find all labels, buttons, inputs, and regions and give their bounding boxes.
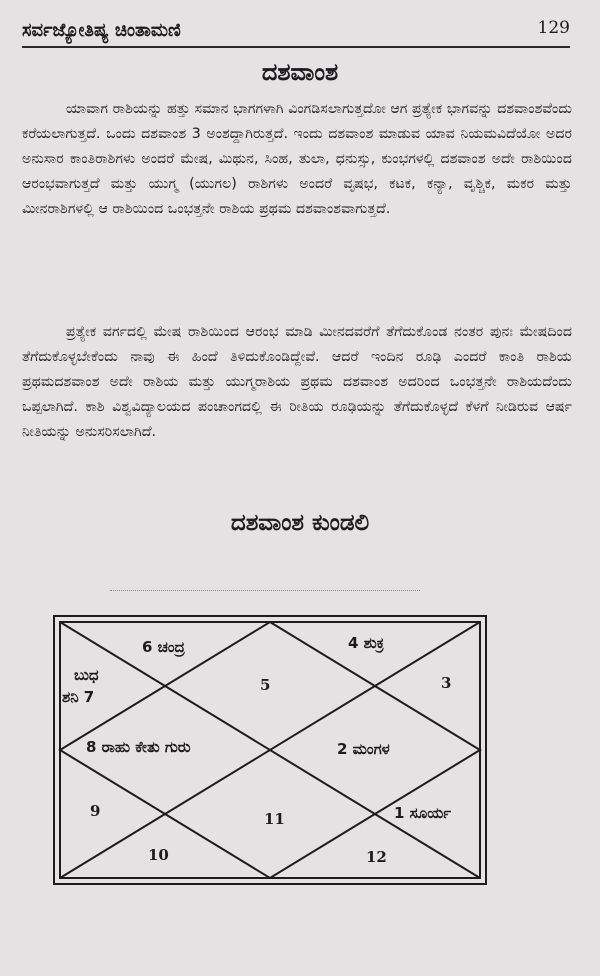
- page-header: [22, 16, 570, 46]
- house-1-label: 1 ಸೂರ್ಯ: [394, 804, 452, 822]
- house-12-label: 12: [366, 848, 387, 866]
- house-6-label: 6 ಚಂದ್ರ: [142, 638, 185, 656]
- house-7-label-top: ಬುಧ: [74, 666, 99, 684]
- dashavamsha-chart: [52, 614, 488, 886]
- paragraph-1: ಯಾವಾಗ ರಾಶಿಯನ್ನು ಹತ್ತು ಸಮಾನ ಭಾಗಗಳಾಗಿ ವಿಂಗಡಿಸಲಾಗುತ್ತದೋ ಆಗ ಪ್ರತ್ಯೇಕ ಭಾಗವನ್ನು ದಶವಾಂಶವೆಂದು ಕರೆಯಲಾಗುತ್ತದೆ. ಒಂದು ದಶವಾಂಶ 3 ಅಂಶದ್ದಾಗಿರುತ್ತದೆ. ಇಂದು ದಶವಾಂಶ ಮಾಡುವ ಯಾವ ನಿಯಮವಿದೆಯೋ ಅದರ ಅನುಸಾರ ಕಾಂತಿರಾಶಿಗಳು ಅಂದರೆ ಮೇಷ, ಮಿಥುನ, ಸಿಂಹ, ತುಲಾ, ಧನುಸ್ಸು, ಕುಂಭಗಳಲ್ಲಿ ದಶವಾಂಶ ಅದೇ ರಾಶಿಯಿಂದ ಆರಂಭವಾಗುತ್ತದೆ ಮತ್ತು ಯುಗ್ಮ (ಯುಗಲ) ರಾಶಿಗಳು ಅಂದರೆ ವೃಷಭ, ಕಟಕ, ಕನ್ಯಾ, ವೃಶ್ಚಿಕ, ಮಕರ ಮತ್ತು ಮೀನರಾಶಿಗಳಲ್ಲಿ ಆ ರಾಶಿಯಿಂದ ಒಂಭತ್ತನೇ ರಾಶಿಯ ಪ್ರಥಮ ದಶವಾಂಶವಾಗುತ್ತದೆ.: [22, 101, 572, 217]
- house-11-label: 11: [264, 810, 285, 828]
- chart-title: ದಶವಾಂಶ ಕುಂಡಲಿ: [230, 510, 370, 536]
- page-number: 129: [537, 18, 570, 38]
- house-3-label: 3: [441, 674, 452, 692]
- paragraph-2: ಪ್ರತ್ಯೇಕ ವರ್ಗದಲ್ಲಿ ಮೇಷ ರಾಶಿಯಿಂದ ಆರಂಭ ಮಾಡಿ ಮೀನದವರೆಗೆ ತೆಗೆದುಕೊಂಡ ನಂತರ ಪುನಃ ಮೇಷದಿಂದ ತೆಗೆದುಕೊಳ್ಳಬೇಕೆಂದು ನಾವು ಈ ಹಿಂದೆ ತಿಳಿದುಕೊಂಡಿದ್ದೇವೆ. ಆದರೆ ಇಂದಿನ ರೂಢಿ ಎಂದರೆ ಕಾಂತಿ ರಾಶಿಯ ಪ್ರಥಮದಶವಾಂಶ ಅದೇ ರಾಶಿಯ ಮತ್ತು ಯುಗ್ಮರಾಶಿಯ ಪ್ರಥಮ ದಶವಾಂಶ ಅದರಿಂದ ಒಂಭತ್ತನೇ ರಾಶಿಯದೆಂದು ಒಪ್ಪಲಾಗಿದೆ. ಕಾಶಿ ವಿಶ್ವವಿದ್ಯಾಲಯದ ಪಂಚಾಂಗದಲ್ಲಿ ಈ ರೀತಿಯ ರೂಢಿಯನ್ನು ತೆಗೆದುಕೊಳ್ಳದೆ ಕೆಳಗೆ ನೀಡಿರುವ ಆರ್ಷ ನೀತಿಯನ್ನು ಅನುಸರಿಸಲಾಗಿದೆ.: [22, 324, 572, 440]
- section-title: ದಶವಾಂಶ: [261, 58, 339, 86]
- dotted-rule: [110, 590, 420, 591]
- running-title: ಸರ್ವಜ್ಯೋತಿಷ್ಯ ಚಿಂತಾಮಣಿ: [22, 20, 181, 41]
- house-4-label: 4 ಶುಕ್ರ: [348, 634, 385, 652]
- house-9-label: 9: [90, 802, 101, 820]
- header-rule: [22, 46, 570, 48]
- house-8-label: 8 ರಾಹು ಕೇತು ಗುರು: [86, 738, 191, 756]
- house-2-label: 2 ಮಂಗಳ: [337, 740, 390, 758]
- house-5-label: 5: [260, 676, 271, 694]
- house-7-label-bottom: ಶನಿ 7: [62, 688, 95, 706]
- house-10-label: 10: [148, 846, 169, 864]
